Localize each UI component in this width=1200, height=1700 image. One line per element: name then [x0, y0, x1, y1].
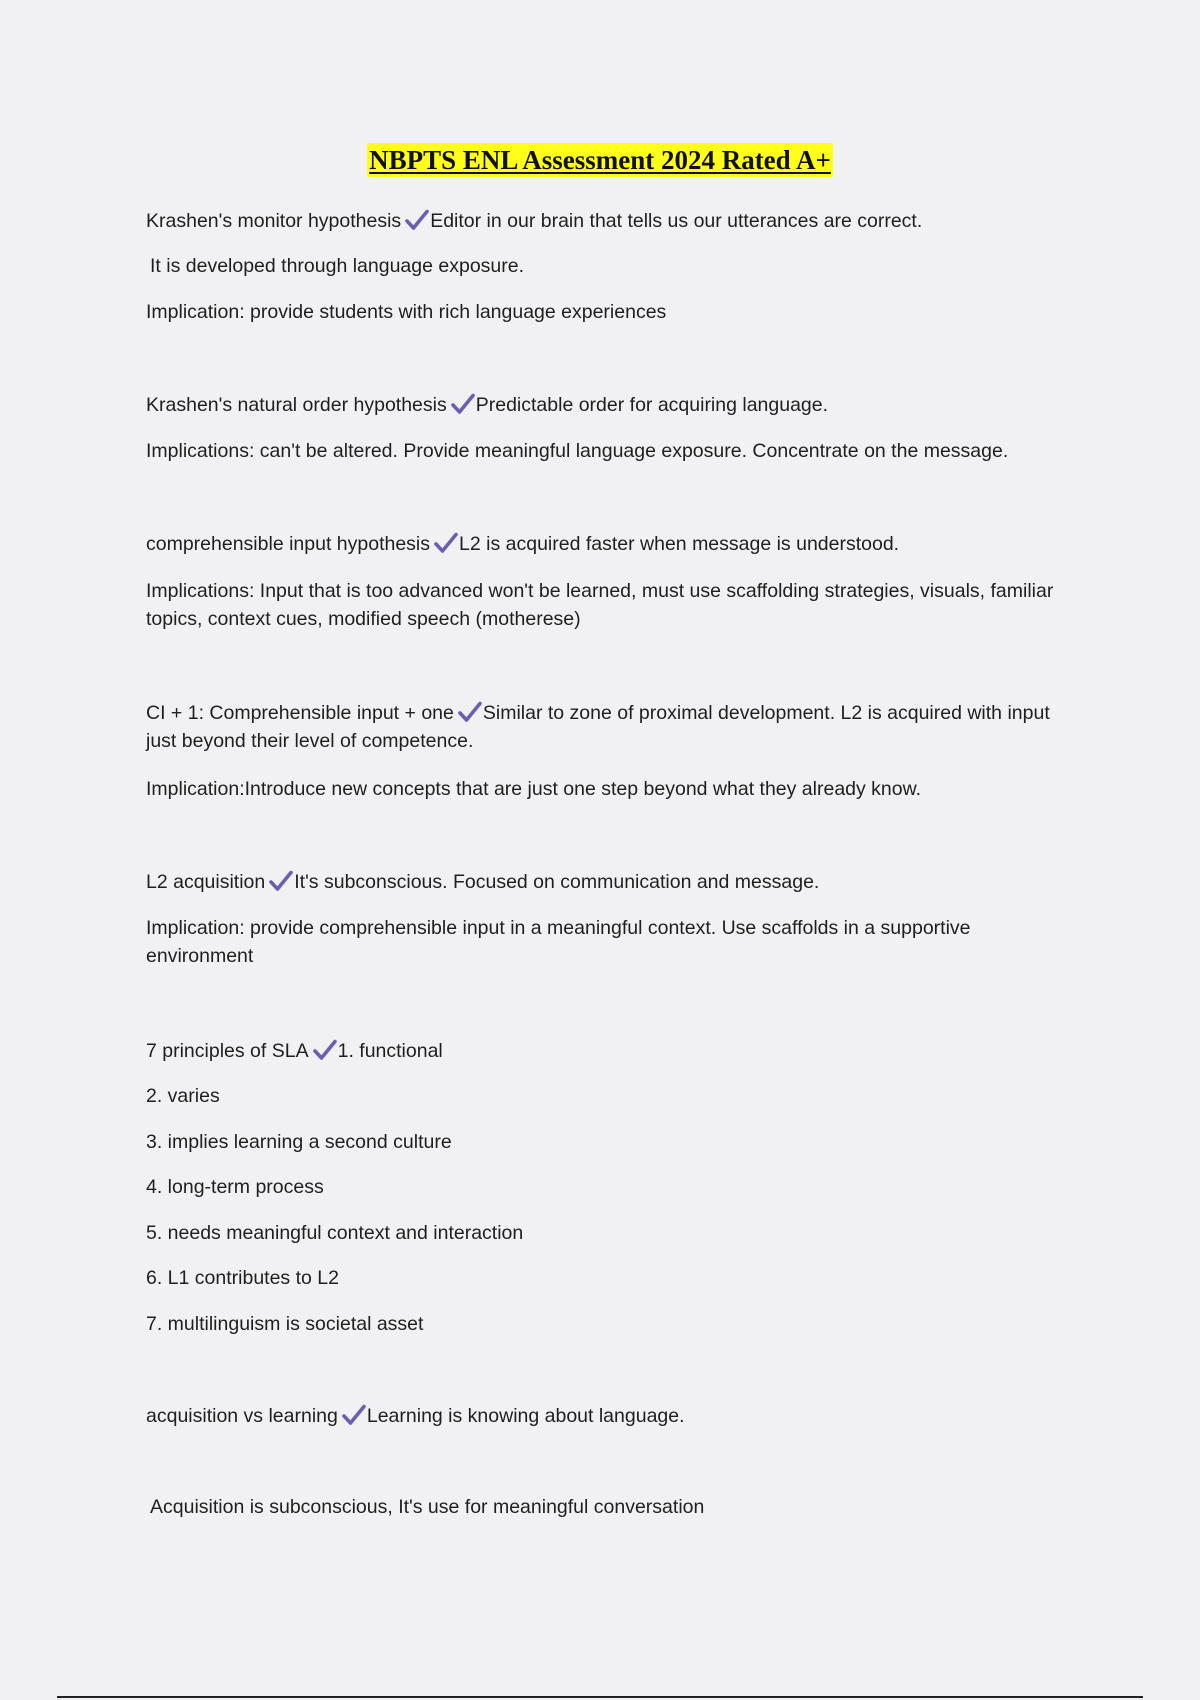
document-title: NBPTS ENL Assessment 2024 Rated A+	[369, 145, 831, 175]
entry-row	[146, 868, 1066, 896]
title-container	[0, 143, 1200, 177]
entry-definition: L2 is acquired faster when message is understood.	[459, 533, 900, 555]
entry-definition: Predictable order for acquiring language.	[475, 394, 829, 416]
entry-definition: Editor in our brain that tells us our utterances are correct.	[430, 210, 923, 232]
entry-definition: Learning is knowing about language.	[366, 1405, 685, 1427]
checkmark-icon	[405, 209, 429, 231]
entry-term: comprehensible input hypothesis	[146, 533, 431, 555]
entry-row	[146, 699, 1066, 755]
checkmark-icon	[269, 870, 293, 892]
entry-term: L2 acquisition	[146, 871, 266, 893]
entry-text: Implication: provide students with rich language experiences	[146, 301, 667, 323]
entry-text: Implication:Introduce new concepts that are just one step beyond what they already know.	[146, 778, 922, 800]
list-item: 4. long-term process	[146, 1176, 324, 1198]
list-item: 5. needs meaningful context and interaction	[146, 1222, 524, 1244]
entry-text: Implications: can't be altered. Provide meaningful language exposure. Concentrate on the message.	[146, 440, 1009, 462]
checkmark-icon	[451, 393, 475, 415]
checkmark-icon	[458, 701, 482, 723]
checkmark-icon	[342, 1404, 366, 1426]
entry-term: Krashen's natural order hypothesis	[146, 394, 447, 416]
entry-text: Implication: provide comprehensible input in a meaningful context. Use scaffolds in a supportive environment	[146, 917, 971, 967]
footer-divider	[57, 1696, 1143, 1698]
entry-row	[146, 207, 1066, 235]
list-item: 6. L1 contributes to L2	[146, 1267, 339, 1289]
list-item: 7. multilinguism is societal asset	[146, 1313, 424, 1335]
list-item: 2. varies	[146, 1085, 220, 1107]
checkmark-icon	[313, 1039, 337, 1061]
entry-term: Krashen's monitor hypothesis	[146, 210, 402, 232]
entry-row	[146, 1037, 1066, 1065]
entry-definition: 1. functional	[337, 1040, 443, 1062]
entry-definition: It's subconscious. Focused on communication and message.	[294, 871, 820, 893]
entry-row	[146, 1402, 1066, 1430]
list-item: 3. implies learning a second culture	[146, 1131, 452, 1153]
entry-text: Implications: Input that is too advanced won't be learned, must use scaffolding strategies, visuals, familiar topics, context cues, modified speech (motherese)	[146, 580, 1054, 630]
entry-row	[146, 391, 1066, 419]
entry-row	[146, 530, 1066, 558]
entry-text: It is developed through language exposure.	[150, 255, 525, 277]
entry-definition: Similar to zone of proximal development. L2 is acquired with input just beyond their level of competence.	[146, 702, 1050, 752]
entry-text: Acquisition is subconscious, It's use for meaningful conversation	[150, 1496, 705, 1518]
entry-term: acquisition vs learning	[146, 1405, 338, 1427]
entry-term: CI + 1: Comprehensible input + one	[146, 702, 454, 724]
checkmark-icon	[434, 532, 458, 554]
entry-term: 7 principles of SLA	[146, 1040, 309, 1062]
